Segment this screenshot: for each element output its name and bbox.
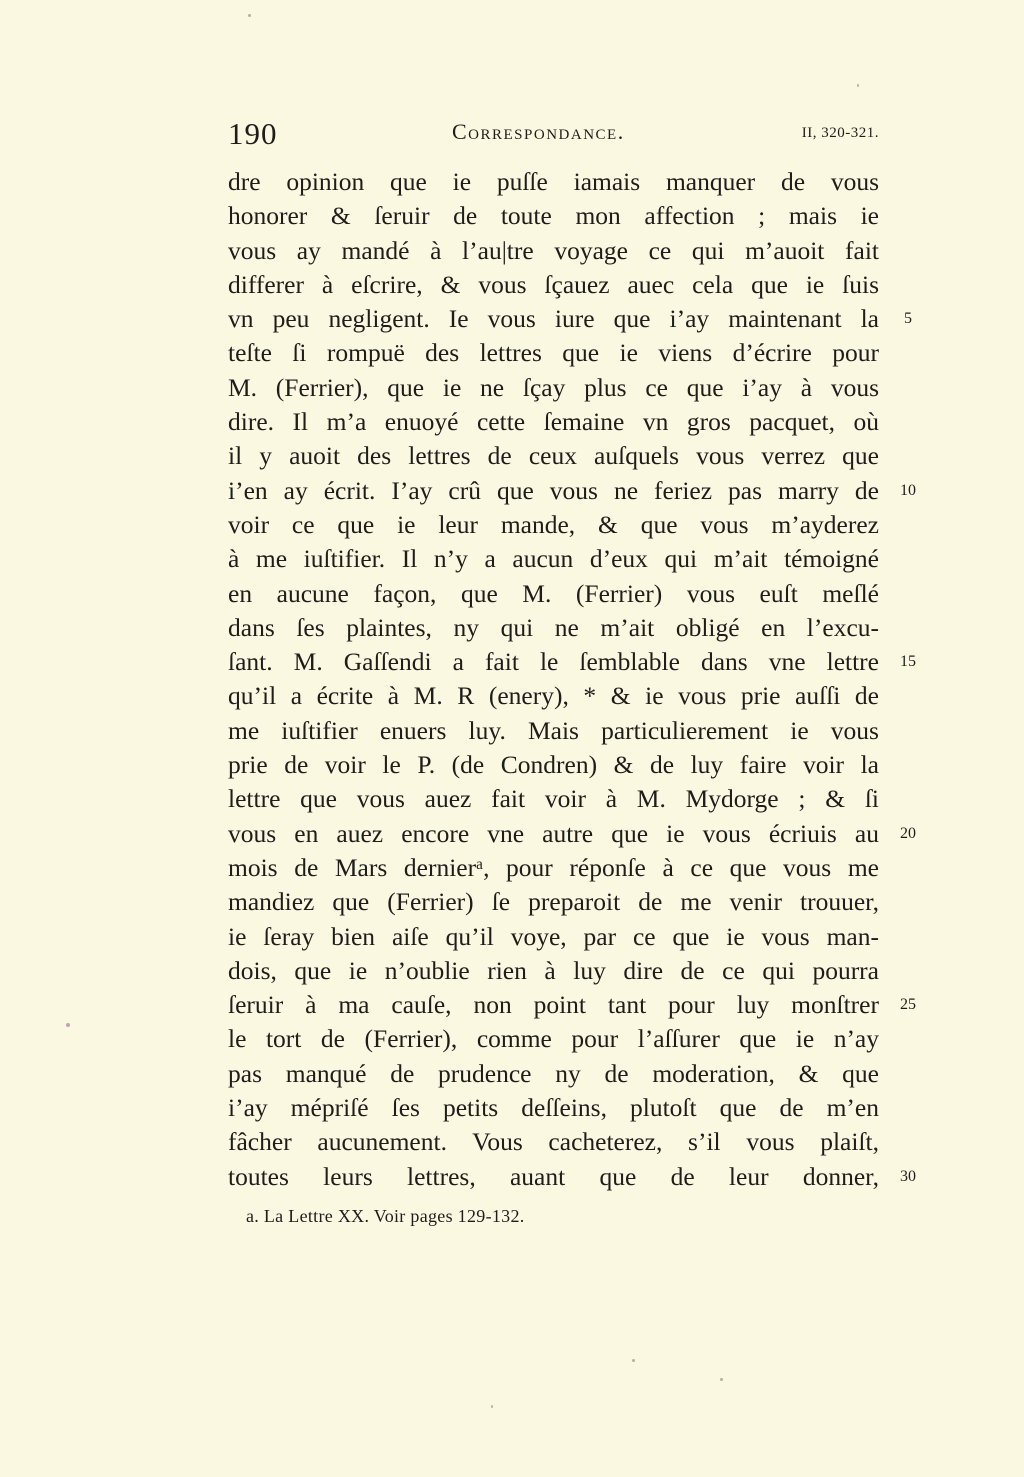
text-line: mandiez que (Ferrier) ſe preparoit de me venir trouuer, [228,887,879,917]
text-line: voir ce que ie leur mande, & que vous m’ayderez [228,509,879,539]
text-line: dans ſes plaintes, ny qui ne m’ait obligé en l’excu- [228,612,879,642]
margin-line-number: 25 [900,996,916,1014]
text-line: differer à eſcrire, & vous ſçauez auec cela que ie ſuis [228,269,879,299]
text-line: qu’il a écrite à M. R (enery), * & ie vous prie auſſi de [228,681,879,711]
margin-line-number: 5 [904,310,912,328]
text-line: prie de voir le P. (de Condren) & de luy faire voir la [228,750,879,780]
text-line: il y auoit des lettres de ceux auſquels vous verrez que [228,441,879,471]
body-text [228,165,879,1194]
text-line: ſant. M. Gaſſendi a fait le ſemblable dans vne lettre [228,647,879,677]
folio-reference: II, 320-321. [801,125,879,141]
text-line: vous en auez encore vne autre que ie vous écriuis au [228,818,879,848]
text-line: toutes leurs lettres, auant que de leur donner, [228,1161,879,1191]
text-line: dois, que ie n’oublie rien à luy dire de ce qui pourra [228,955,879,985]
text-line: me iuſtifier enuers luy. Mais particulierement ie vous [228,715,879,745]
scan-speck [248,14,251,17]
text-line: à me iuſtifier. Il n’y a aucun d’eux qui m’ait témoigné [228,544,879,574]
page-number: 190 [228,116,278,151]
scan-speck [491,1405,493,1408]
text-line: pas manqué de prudence ny de moderation, & que [228,1058,879,1088]
text-line: teſte ſi rompuë des lettres que ie viens d’écrire pour [228,338,879,368]
scan-speck [857,84,859,87]
scan-speck [632,1359,635,1362]
text-line: le tort de (Ferrier), comme pour l’aſſurer que ie n’ay [228,1024,879,1054]
text-line: fâcher aucunement. Vous cacheterez, s’il vous plaiſt, [228,1127,879,1157]
margin-line-number: 20 [900,824,916,842]
text-line: ie ſeray bien aiſe qu’il voye, par ce que ie vous man- [228,921,879,951]
text-line: i’ay mépriſé ſes petits deſſeins, plutoſt que de m’en [228,1093,879,1123]
scan-speck [66,1023,70,1027]
margin-line-number: 30 [900,1167,916,1185]
text-line: vn peu negligent. Ie vous iure que i’ay maintenant la [228,304,879,334]
text-line: ſeruir à ma cauſe, non point tant pour luy monſtrer [228,990,879,1020]
text-line: dre opinion que ie puſſe iamais manquer de vous [228,167,879,196]
text-line: honorer & ſeruir de toute mon affection ; mais ie [228,201,879,231]
text-line: M. (Ferrier), que ie ne ſçay plus ce que i’ay à vous [228,372,879,402]
text-line: vous ay mandé à l’au|tre voyage ce qui m’auoit fait [228,235,879,265]
footnote: a. La Lettre XX. Voir pages 129-132. [246,1206,525,1226]
text-line: mois de Mars dernierᵃ, pour réponſe à ce que vous me [228,852,879,882]
text-line: dire. Il m’a enuoyé cette ſemaine vn gros pacquet, où [228,407,879,437]
margin-line-number: 10 [900,481,916,499]
margin-line-number: 15 [900,653,916,671]
running-head [228,112,879,156]
text-line: en aucune façon, que M. (Ferrier) vous euſt meſlé [228,578,879,608]
text-line: i’en ay écrit. I’ay crû que vous ne feriez pas marry de [228,475,879,505]
text-line: lettre que vous auez fait voir à M. Mydorge ; & ſi [228,784,879,814]
running-title: Correspondance. [452,119,625,144]
scan-speck [720,1378,723,1381]
